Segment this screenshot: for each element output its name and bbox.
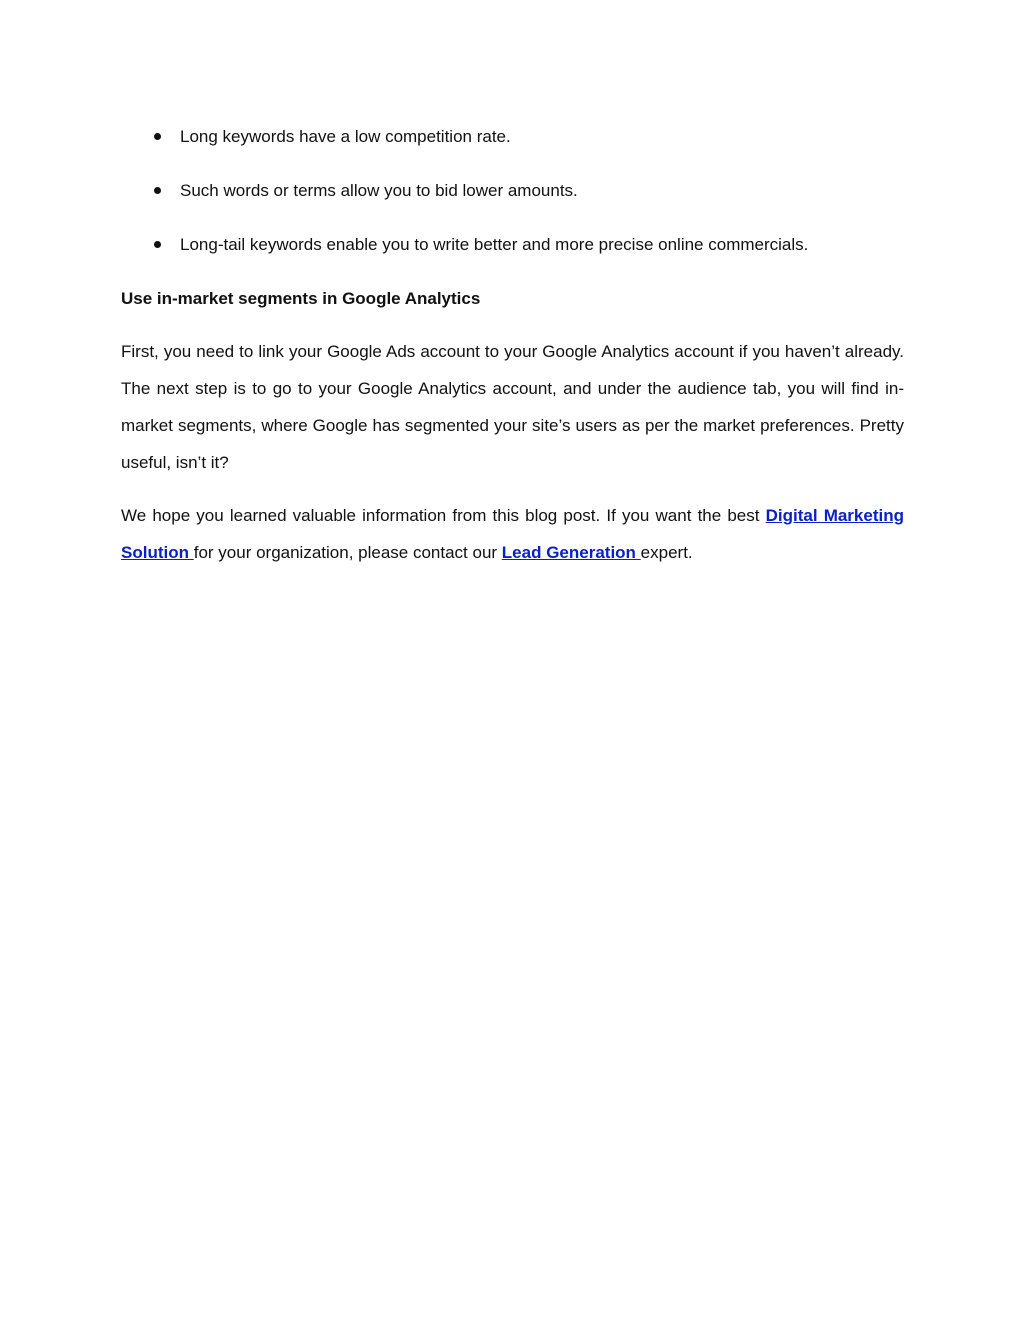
list-item — [121, 226, 904, 263]
section-heading: Use in-market segments in Google Analytics — [121, 289, 481, 308]
bullet-dot-icon — [154, 187, 161, 194]
bullet-text: Long keywords have a low competition rate. — [180, 127, 511, 146]
lead-generation-link[interactable]: Lead Generation — [501, 543, 641, 562]
document-page — [121, 118, 904, 587]
digital-marketing-solution-link[interactable]: Digital Marketing Solution — [121, 506, 904, 562]
body-paragraph: First, you need to link your Google Ads account to your Google Analytics account if you haven’t already. The next step is to go to your Google Analytics account, and under the audience tab, you will find in-market segments, where Google has segmented your site’s users as per the market preferences. Pretty useful, isn’t it? — [121, 342, 904, 472]
closing-text-before: We hope you learned valuable information from this blog post. If you want the best — [121, 506, 766, 525]
bullet-text: Long-tail keywords enable you to write better and more precise online commercials. — [180, 235, 809, 254]
bullet-dot-icon — [154, 133, 161, 140]
closing-text-middle: for your organization, please contact our — [193, 543, 502, 562]
list-item — [121, 118, 904, 155]
closing-paragraph — [121, 497, 904, 571]
bullet-text: Such words or terms allow you to bid lower amounts. — [180, 181, 578, 200]
list-item — [121, 172, 904, 209]
bullet-list — [121, 118, 904, 263]
closing-text-after: expert. — [640, 543, 693, 562]
bullet-dot-icon — [154, 241, 161, 248]
